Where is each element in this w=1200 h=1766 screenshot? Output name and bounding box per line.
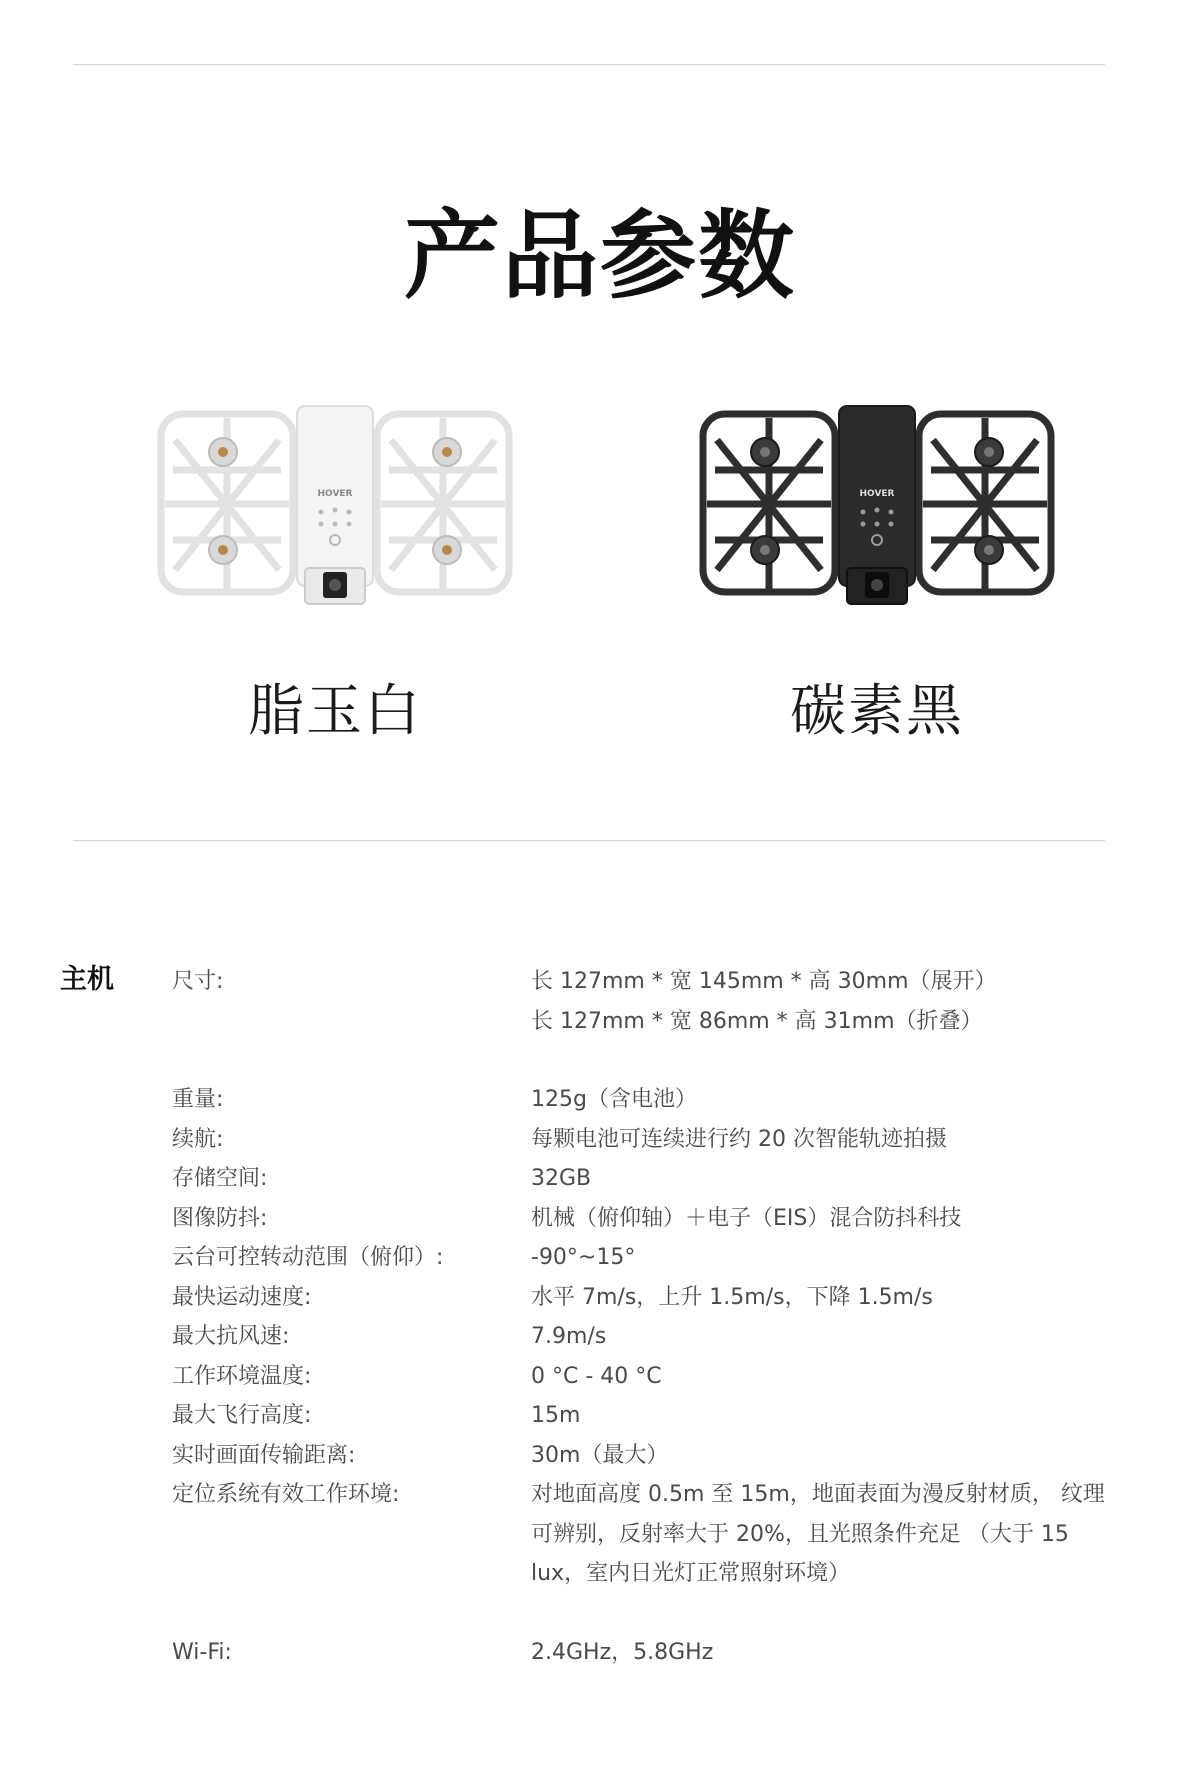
page-title: 产品参数 xyxy=(404,200,796,312)
brand-mark-black: HOVER xyxy=(859,489,895,499)
product-image-black xyxy=(697,400,1057,610)
spec-key: Wi-Fi: xyxy=(172,1639,232,1665)
spec-key: 云台可控转动范围（俯仰）: xyxy=(172,1245,444,1270)
spec-key: 最大抗风速: xyxy=(172,1324,290,1349)
spec-key: 重量: xyxy=(172,1087,224,1112)
spec-values xyxy=(531,962,1131,1041)
spec-value: 长 127mm * 宽 145mm * 高 30mm（展开） xyxy=(531,969,997,994)
section-divider xyxy=(73,840,1105,841)
spec-value: 长 127mm * 宽 86mm * 高 31mm（折叠） xyxy=(531,1008,983,1034)
spec-value: -90°~15° xyxy=(531,1245,636,1270)
variant-label-white: 脂玉白 xyxy=(248,679,422,744)
spec-value: 15m xyxy=(531,1403,581,1428)
spec-values xyxy=(531,1238,1131,1278)
spec-values xyxy=(531,1436,1131,1476)
spec-values xyxy=(531,1080,1131,1120)
spec-key: 存储空间: xyxy=(172,1166,268,1191)
spec-section-label: 主机 xyxy=(60,964,114,995)
spec-value: 2.4GHz，5.8GHz xyxy=(531,1639,714,1665)
spec-values xyxy=(531,1357,1131,1397)
product-image-white xyxy=(155,400,515,610)
top-divider xyxy=(73,64,1105,65)
spec-values xyxy=(531,1317,1131,1357)
spec-value: 对地面高度 0.5m 至 15m，地面表面为漫反射材质， 纹理 xyxy=(531,1482,1105,1507)
spec-value: 7.9m/s xyxy=(531,1324,607,1349)
spec-key: 工作环境温度: xyxy=(172,1363,312,1389)
spec-key: 续航: xyxy=(172,1126,224,1152)
brand-mark-white: HOVER xyxy=(317,489,353,499)
spec-key: 图像防抖: xyxy=(172,1205,268,1231)
spec-key: 实时画面传输距离: xyxy=(172,1442,356,1468)
spec-value: 每颗电池可连续进行约 20 次智能轨迹拍摄 xyxy=(531,1126,947,1152)
spec-value: 32GB xyxy=(531,1166,592,1191)
spec-value: 30m（最大） xyxy=(531,1442,669,1468)
variant-label-black: 碳素黑 xyxy=(790,679,964,744)
spec-value: 水平 7m/s，上升 1.5m/s，下降 1.5m/s xyxy=(531,1284,933,1310)
spec-values xyxy=(531,1396,1131,1436)
spec-values xyxy=(531,1199,1131,1239)
spec-value: 125g（含电池） xyxy=(531,1087,697,1112)
spec-key: 定位系统有效工作环境: xyxy=(172,1482,400,1507)
spec-value: lux，室内日光灯正常照射环境） xyxy=(531,1561,851,1586)
spec-values xyxy=(531,1159,1131,1199)
drone-black-image xyxy=(697,400,1057,610)
spec-value: 机械（俯仰轴）＋电子（EIS）混合防抖科技 xyxy=(531,1205,962,1231)
drone-white-image xyxy=(155,400,515,610)
spec-values xyxy=(531,1278,1131,1318)
spec-value: 0 °C - 40 °C xyxy=(531,1363,662,1389)
spec-key: 最大飞行高度: xyxy=(172,1403,312,1428)
spec-values xyxy=(531,1120,1131,1160)
spec-key: 最快运动速度: xyxy=(172,1284,312,1310)
spec-key: 尺寸: xyxy=(172,969,224,994)
spec-value: 可辨别，反射率大于 20%，且光照条件充足 （大于 15 xyxy=(531,1521,1069,1547)
spec-values xyxy=(531,1633,1131,1673)
spec-values xyxy=(531,1475,1131,1594)
